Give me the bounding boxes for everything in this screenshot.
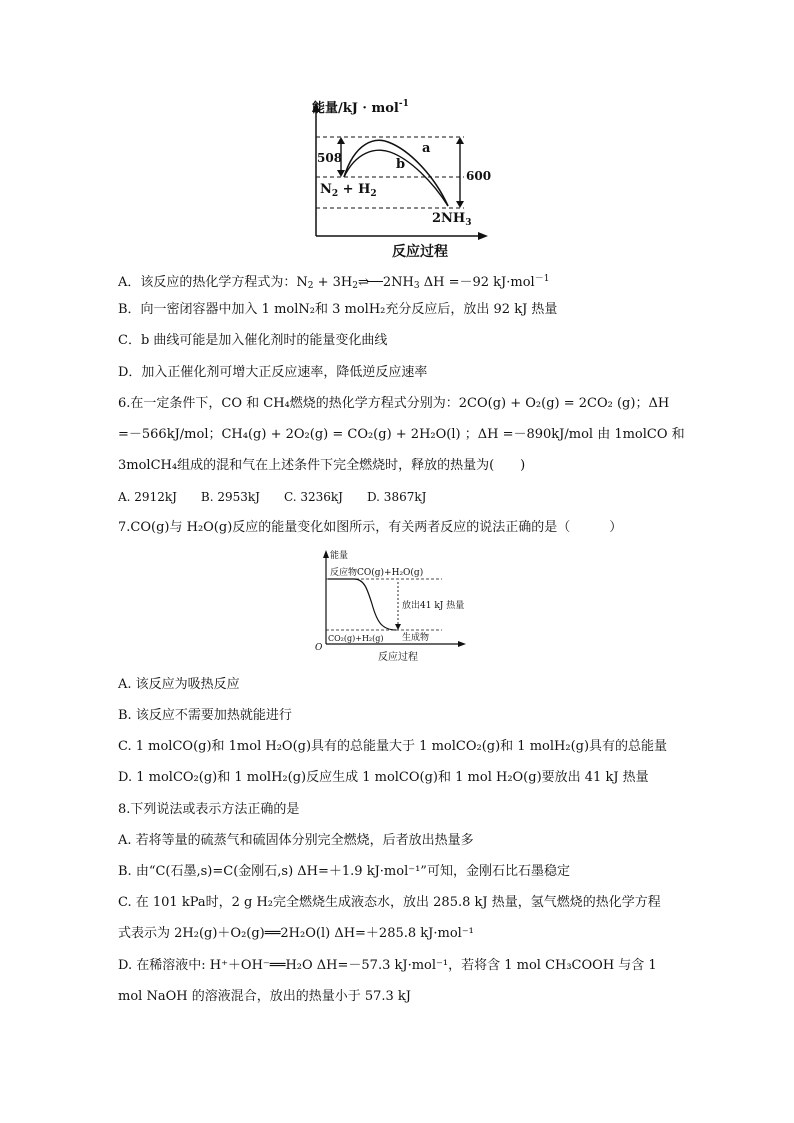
- energy-diagram-1: [300, 92, 500, 262]
- energy-diagram-2: [312, 546, 472, 664]
- q5-option-b: B．向一密闭容器中加入 1 molN₂和 3 molH₂充分反应后，放出 92 kJ 热量: [118, 302, 558, 317]
- origin-label: O: [315, 643, 323, 653]
- energy-axis-label: 能量/kJ · mol$^{-1}$: [312, 99, 409, 116]
- q7-option-a: A. 该反应为吸热反应: [118, 677, 240, 692]
- q7-option-b: B. 该反应不需要加热就能进行: [118, 708, 292, 723]
- products-word: 生成物: [402, 633, 430, 643]
- q6-line-1: 6.在一定条件下，CO 和 CH₄燃烧的热化学方程式分别为：2CO(g) + O₂(g) = 2CO₂ (g)；ΔH: [118, 396, 670, 411]
- q5-option-d: D．加入正催化剂可增大正反应速率，降低逆反应速率: [118, 365, 428, 380]
- q8-stem: 8.下列说法或表示方法正确的是: [118, 802, 300, 817]
- reactants-label: $N_2 + H_2$: [320, 182, 377, 199]
- q6-line-3: 3molCH₄组成的混和气在上述条件下完全燃烧时，释放的热量为( ): [118, 458, 526, 473]
- heat-release-label: 放出41 kJ 热量: [402, 601, 465, 611]
- products-label-2: CO₂(g)+H₂(g): [328, 634, 384, 643]
- reaction-axis-label-2: 反应过程: [378, 652, 418, 663]
- label-508: 508: [317, 151, 343, 165]
- curve-a-label: a: [422, 141, 431, 156]
- q5-option-a: A．该反应的热化学方程式为：$N_2$ + $3H_2\rightleftharpoons$ $2NH_3$ ΔH =－92 kJ·mol$^{-1}$: [118, 274, 550, 291]
- q7-option-d: D. 1 molCO₂(g)和 1 molH₂(g)反应生成 1 molCO(g)和 1 mol H₂O(g)要放出 41 kJ 热量: [118, 770, 649, 785]
- reaction-axis-label: 反应过程: [392, 244, 448, 260]
- q8-option-a: A. 若将等量的硫蒸气和硫固体分别完全燃烧，后者放出热量多: [118, 833, 474, 848]
- product-label: $2NH_3$: [432, 211, 472, 228]
- q7-stem: 7.CO(g)与 H₂O(g)反应的能量变化如图所示，有关两者反应的说法正确的是（ ）: [118, 520, 623, 535]
- q8-option-d-line-2: mol NaOH 的溶液混合，放出的热量小于 57.3 kJ: [118, 989, 411, 1004]
- q8-option-b: B. 由“C(石墨,s)=C(金刚石,s) ΔH=＋1.9 kJ·mol⁻¹”可知，金刚石比石墨稳定: [118, 864, 570, 879]
- curve-b-label: b: [396, 157, 406, 172]
- q8-option-c-line-2: 式表示为 2H₂(g)＋O₂(g)══2H₂O(l) ΔH=＋285.8 kJ·mol⁻¹: [118, 926, 474, 941]
- energy-curve: [328, 579, 396, 630]
- reactants-label-2: 反应物CO(g)+H₂O(g): [330, 568, 424, 578]
- q8-option-c-line-1: C. 在 101 kPa时，2 g H₂完全燃烧生成液态水，放出 285.8 kJ 热量，氢气燃烧的热化学方程: [118, 895, 661, 910]
- energy-axis-label-2: 能量: [330, 551, 349, 561]
- q6-line-2: =－566kJ/mol；CH₄(g) + 2O₂(g) = CO₂(g) + 2H₂O(l) ；ΔH =－890kJ/mol 由 1molCO 和: [118, 427, 685, 442]
- q8-option-d-line-1: D. 在稀溶液中: H⁺＋OH⁻══H₂O ΔH=－57.3 kJ·mol⁻¹，若将含 1 mol CH₃COOH 与含 1: [118, 958, 657, 973]
- label-600: 600: [466, 169, 492, 183]
- q6-options: A. 2912kJ B. 2953kJ C. 3236kJ D. 3867kJ: [118, 490, 427, 504]
- q7-option-c: C. 1 molCO(g)和 1mol H₂O(g)具有的总能量大于 1 molCO₂(g)和 1 molH₂(g)具有的总能量: [118, 739, 668, 754]
- q5-option-c: C．b 曲线可能是加入催化剂时的能量变化曲线: [118, 333, 388, 348]
